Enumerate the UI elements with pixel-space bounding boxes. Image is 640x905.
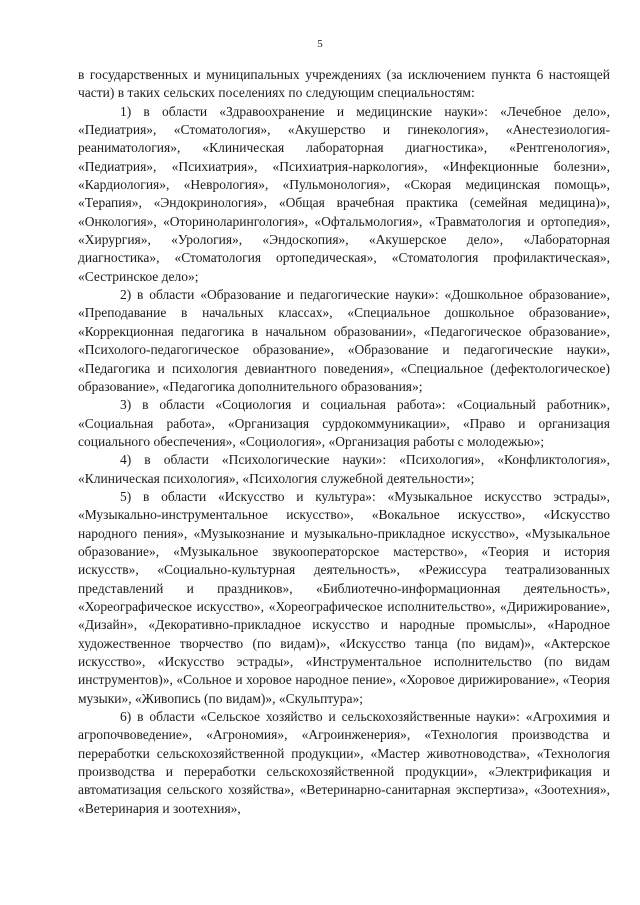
paragraph-education: 2) в области «Образование и педагогические науки»: «Дошкольное образование», «Преподавание в начальных классах», «Специальное дошкольное образование», «Коррекционная педагогика в начальном образовании», «Педагогическое образование», «Психолого-педагогическое образование», «Образование и педагогические науки», «Педагогика и психология девиантного поведения», «Специальное (дефектологическое) образование», «Педагогика дополнительного образования»; — [78, 287, 610, 394]
paragraph-psychology: 4) в области «Психологические науки»: «Психология», «Конфликтология», «Клиническая психология», «Психология служебной деятельности»; — [78, 452, 610, 486]
page-number: 5 — [317, 38, 323, 50]
paragraph-social-work: 3) в области «Социология и социальная работа»: «Социальный работник», «Социальная работа», «Организация сурдокоммуникации», «Право и организация социального обеспечения», «Социология», «Организация работы с молодежью»; — [78, 397, 610, 449]
paragraph-healthcare: 1) в области «Здравоохранение и медицинские науки»: «Лечебное дело», «Педиатрия», «Стоматология», «Акушерство и гинекология», «Анестезиология-реаниматология», «Клиническая лабораторная диагностика», «Рентгенология», «Педиатрия», «Психиатрия», «Психиатрия-наркология», «Инфекционные болезни», «Кардиология», «Неврология», «Пульмонология», «Скорая медицинская помощь», «Терапия», «Эндокринология», «Общая врачебная практика (семейная медицина)», «Онкология», «Оториноларингология», «Офтальмология», «Травматология и ортопедия», «Хирургия», «Урология», «Эндоскопия», «Акушерское дело», «Лабораторная диагностика», «Стоматология ортопедическая», «Стоматология профилактическая», «Сестринское дело»; — [78, 103, 610, 284]
document-body — [78, 66, 610, 818]
paragraph-continuation: в государственных и муниципальных учреждениях (за исключением пункта 6 настоящей части) в таких сельских поселениях по следующим специальностям: — [78, 67, 610, 101]
paragraph-arts-culture: 5) в области «Искусство и культура»: «Музыкальное искусство эстрады», «Музыкально-инструментальное искусство», «Вокальное искусство», «Искусство народного пения», «Музыкознание и музыкально-прикладное искусство», «Музыкальное образование», «Музыкальное звукооператорское мастерство», «Теория и история искусств», «Социально-культурная деятельность», «Режиссура театрализованных представлений и праздников», «Библиотечно-информационная деятельность», «Хореографическое искусство», «Хореографическое исполнительство», «Дирижирование», «Дизайн», «Декоративно-прикладное искусство и народные промыслы», «Народное художественное творчество (по видам)», «Искусство танца (по видам)», «Актерское искусство», «Искусство эстрады», «Инструментальное исполнительство (по видам инструментов)», «Сольное и хоровое народное пение», «Хоровое дирижирование», «Теория музыки», «Живопись (по видам)», «Скульптура»; — [78, 488, 610, 706]
paragraph-agriculture: 6) в области «Сельское хозяйство и сельскохозяйственные науки»: «Агрохимия и агропочвоведение», «Агрономия», «Агроинженерия», «Технология производства и переработки сельскохозяйственной продукции», «Мастер животноводства», «Технология производства и переработки сельскохозяйственной продукции», «Электрификация и автоматизация сельского хозяйства», «Ветеринарно-санитарная экспертиза», «Зоотехния», «Ветеринария и зоотехния», — [78, 709, 610, 816]
